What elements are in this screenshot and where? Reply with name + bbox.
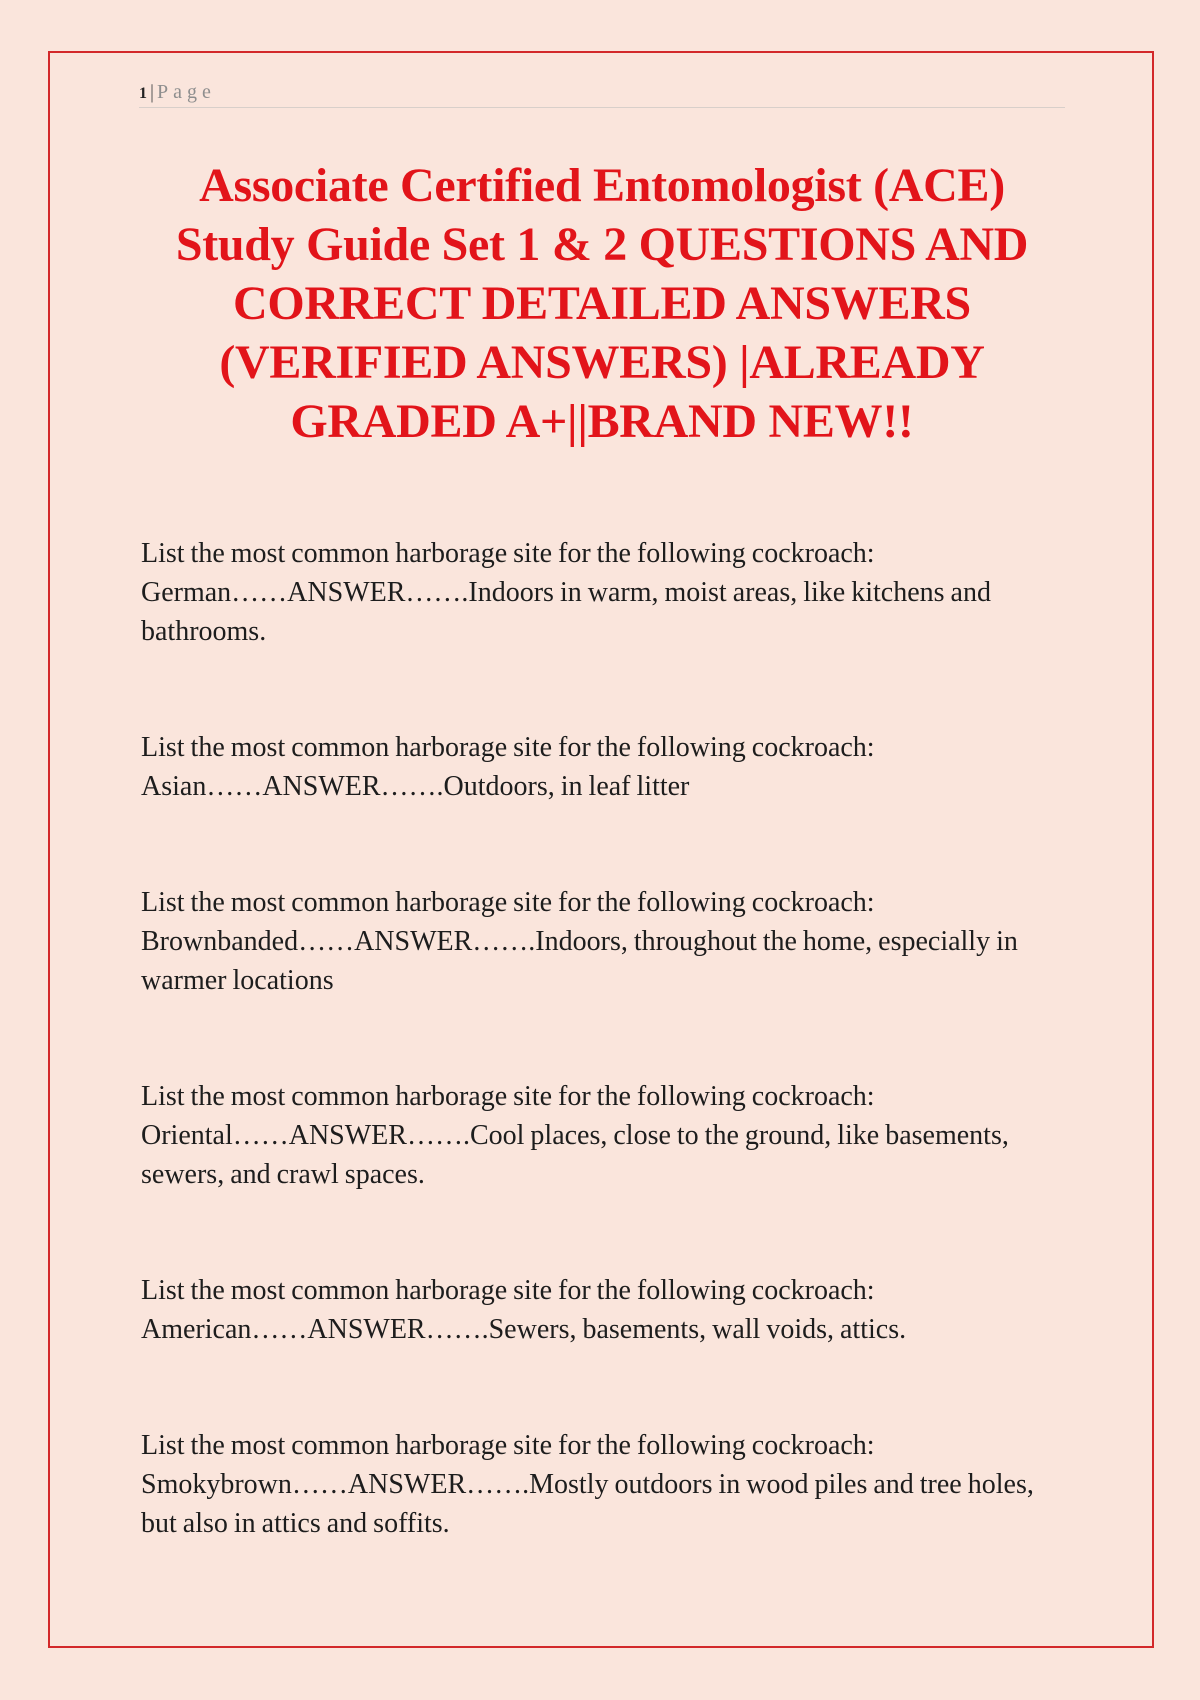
page-number: 1 bbox=[139, 85, 148, 102]
answer-text: Smokybrown……ANSWER…….Mostly outdoors in wood piles and tree holes, but also in attics and soffits. bbox=[141, 1469, 1034, 1539]
question-text: List the most common harborage site for the following cockroach: bbox=[141, 732, 875, 763]
qa-list bbox=[141, 534, 1061, 1543]
question-text: List the most common harborage site for the following cockroach: bbox=[141, 1275, 875, 1306]
qa-item bbox=[141, 1271, 1061, 1349]
answer-text: Asian……ANSWER…….Outdoors, in leaf litter bbox=[141, 771, 690, 802]
question-text: List the most common harborage site for the following cockroach: bbox=[141, 887, 875, 918]
question-text: List the most common harborage site for the following cockroach: bbox=[141, 1430, 875, 1461]
qa-item bbox=[141, 883, 1061, 1000]
page-label: Page bbox=[157, 81, 216, 103]
qa-item bbox=[141, 1426, 1061, 1543]
answer-text: American……ANSWER…….Sewers, basements, wall voids, attics. bbox=[141, 1314, 907, 1345]
document-title: Associate Certified Entomologist (ACE) Study Guide Set 1 & 2 QUESTIONS AND CORRECT DETAILED ANSWERS (VERIFIED ANSWERS) |ALREADY GRADED A+||BRAND NEW!! bbox=[175, 159, 1029, 448]
answer-text: Oriental……ANSWER…….Cool places, close to the ground, like basements, sewers, and crawl spaces. bbox=[141, 1120, 1009, 1190]
question-text: List the most common harborage site for the following cockroach: bbox=[141, 538, 875, 569]
header-separator: | bbox=[150, 81, 156, 103]
answer-text: German……ANSWER…….Indoors in warm, moist areas, like kitchens and bathrooms. bbox=[141, 577, 991, 647]
qa-item bbox=[141, 1077, 1061, 1194]
answer-text: Brownbanded……ANSWER…….Indoors, throughout the home, especially in warmer locations bbox=[141, 926, 1018, 996]
qa-item bbox=[141, 534, 1061, 651]
qa-item bbox=[141, 728, 1061, 806]
page-header bbox=[139, 78, 1065, 108]
question-text: List the most common harborage site for the following cockroach: bbox=[141, 1081, 875, 1112]
